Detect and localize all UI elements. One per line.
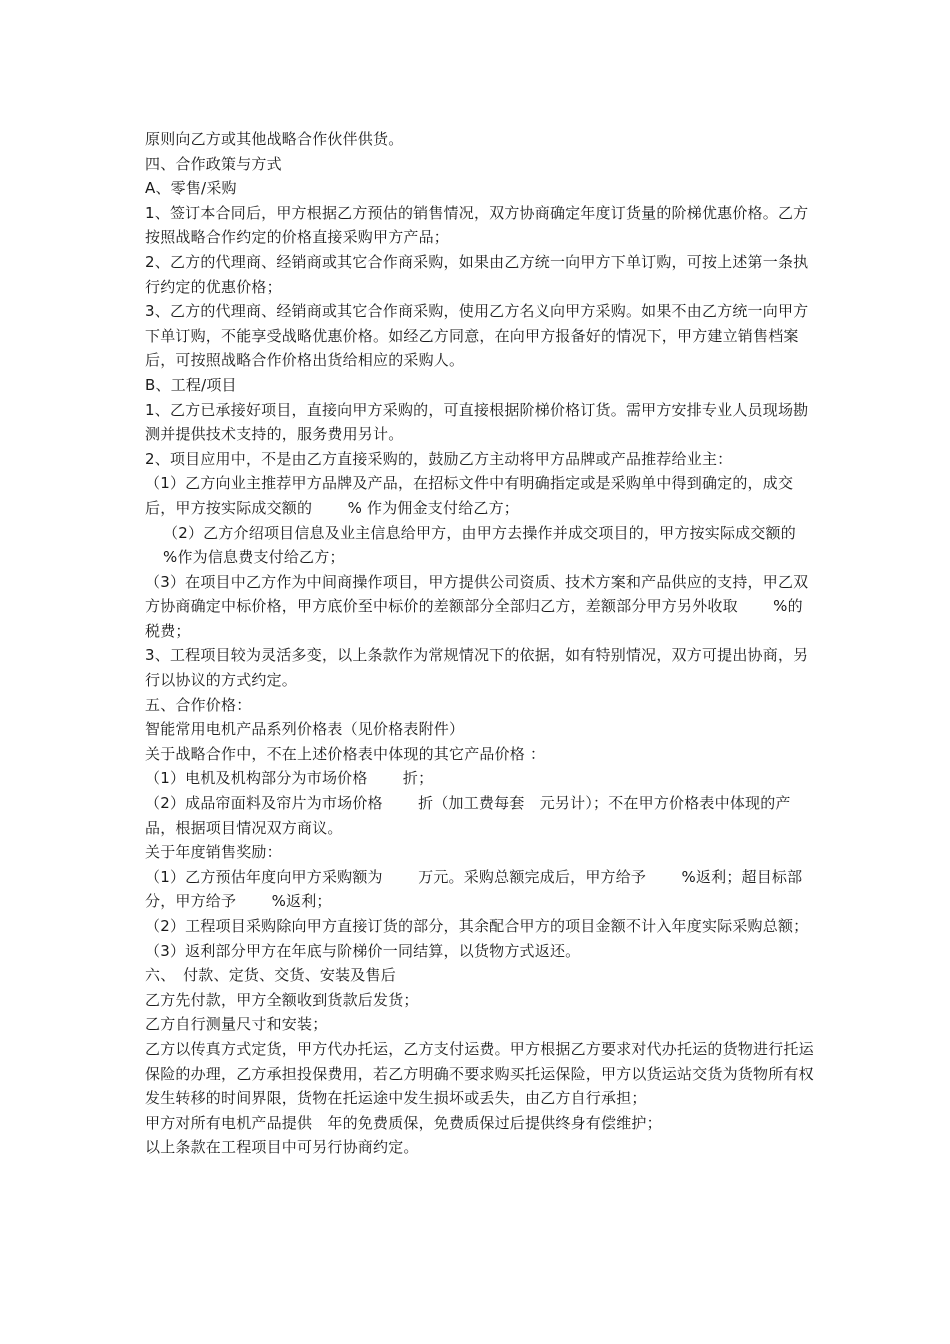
section-heading-5: 五、合作价格： — [145, 695, 252, 714]
paragraph: 乙方先付款，甲方全额收到货款后发货； — [145, 990, 419, 1009]
paragraph: 1、乙方已承接好项目，直接向甲方采购的，可直接根据阶梯价格订货。需甲方安排专业人员现场勘测并提供技术支持的，服务费用另计。 — [145, 400, 809, 444]
paragraph: 关于战略合作中，不在上述价格表中体现的其它产品价格 ： — [145, 744, 546, 763]
paragraph: （1）乙方向业主推荐甲方品牌及产品，在招标文件中有明确指定或是采购单中得到确定的，成交后，甲方按实际成交额的 % 作为佣金支付给乙方； — [145, 474, 794, 517]
paragraph: （2）成品帘面料及帘片为市场价格 折（加工费每套 元另计）；不在甲方价格表中体现的产品，根据项目情况双方商议。 — [145, 794, 791, 837]
paragraph: （3）返利部分甲方在年底与阶梯价一同结算，以货物方式返还。 — [145, 941, 581, 960]
paragraph: （1）电机及机构部分为市场价格 折； — [145, 769, 434, 788]
document-body — [145, 127, 832, 1160]
paragraph: 3、工程项目较为灵活多变，以上条款作为常规情况下的依据，如有特别情况，双方可提出协商，另行以协议的方式约定。 — [145, 646, 809, 690]
paragraph: 2、乙方的代理商、经销商或其它合作商采购，如果由乙方统一向甲方下单订购，可按上述第一条执行约定的优惠价格； — [145, 252, 809, 296]
paragraph: 智能常用电机产品系列价格表（见价格表附件） — [145, 720, 465, 739]
paragraph: 乙方以传真方式定货，甲方代办托运，乙方支付运费。甲方根据乙方要求对代办托运的货物进行托运保险的办理，乙方承担投保费用，若乙方明确不要求购买托运保险，甲方以货运站交货为货物所有权发生转移的时间界限，货物在托运途中发生损坏或丢失，由乙方自行承担； — [145, 1039, 814, 1108]
paragraph: （3）在项目中乙方作为中间商操作项目，甲方提供公司资质、技术方案和产品供应的支持，甲乙双方协商确定中标价格，甲方底价至中标价的差额部分全部归乙方，差额部分甲方另外收取 %的税费； — [145, 572, 809, 640]
paragraph: 乙方自行测量尺寸和安装； — [145, 1015, 328, 1034]
paragraph: 关于年度销售奖励： — [145, 843, 282, 862]
paragraph: 原则向乙方或其他战略合作伙伴供货。 — [145, 130, 404, 148]
paragraph: （2）乙方介绍项目信息及业主信息给甲方，由甲方去操作并成交项目的，甲方按实际成交额的 %作为信息费支付给乙方； — [163, 523, 832, 567]
paragraph: （2）工程项目采购除向甲方直接订货的部分，其余配合甲方的项目金额不计入年度实际采购总额； — [145, 917, 809, 935]
paragraph: 甲方对所有电机产品提供 年的免费质保，免费质保过后提供终身有偿维护； — [145, 1113, 662, 1132]
subsection-heading-b: B、工程/项目 — [145, 375, 237, 394]
paragraph: 1、签订本合同后，甲方根据乙方预估的销售情况，双方协商确定年度订货量的阶梯优惠价格。乙方按照战略合作约定的价格直接采购甲方产品； — [145, 203, 809, 247]
section-heading-6: 六、 付款、定货、交货、安装及售后 — [145, 966, 396, 985]
subsection-heading-a: A、零售/采购 — [145, 179, 237, 198]
section-heading-4: 四、合作政策与方式 — [145, 154, 282, 173]
paragraph: （1）乙方预估年度向甲方采购额为 万元。采购总额完成后，甲方给予 %返利；超目标部分，甲方给予 %返利； — [145, 867, 803, 911]
paragraph: 以上条款在工程项目中可另行协商约定。 — [145, 1138, 419, 1157]
paragraph: 2、项目应用中，不是由乙方直接采购的，鼓励乙方主动将甲方品牌或产品推荐给业主： — [145, 449, 733, 468]
paragraph: 3、乙方的代理商、经销商或其它合作商采购，使用乙方名义向甲方采购。如果不由乙方统一向甲方下单订购，不能享受战略优惠价格。如经乙方同意，在向甲方报备好的情况下，甲方建立销售档案后，可按照战略合作价格出货给相应的采购人。 — [145, 302, 809, 370]
